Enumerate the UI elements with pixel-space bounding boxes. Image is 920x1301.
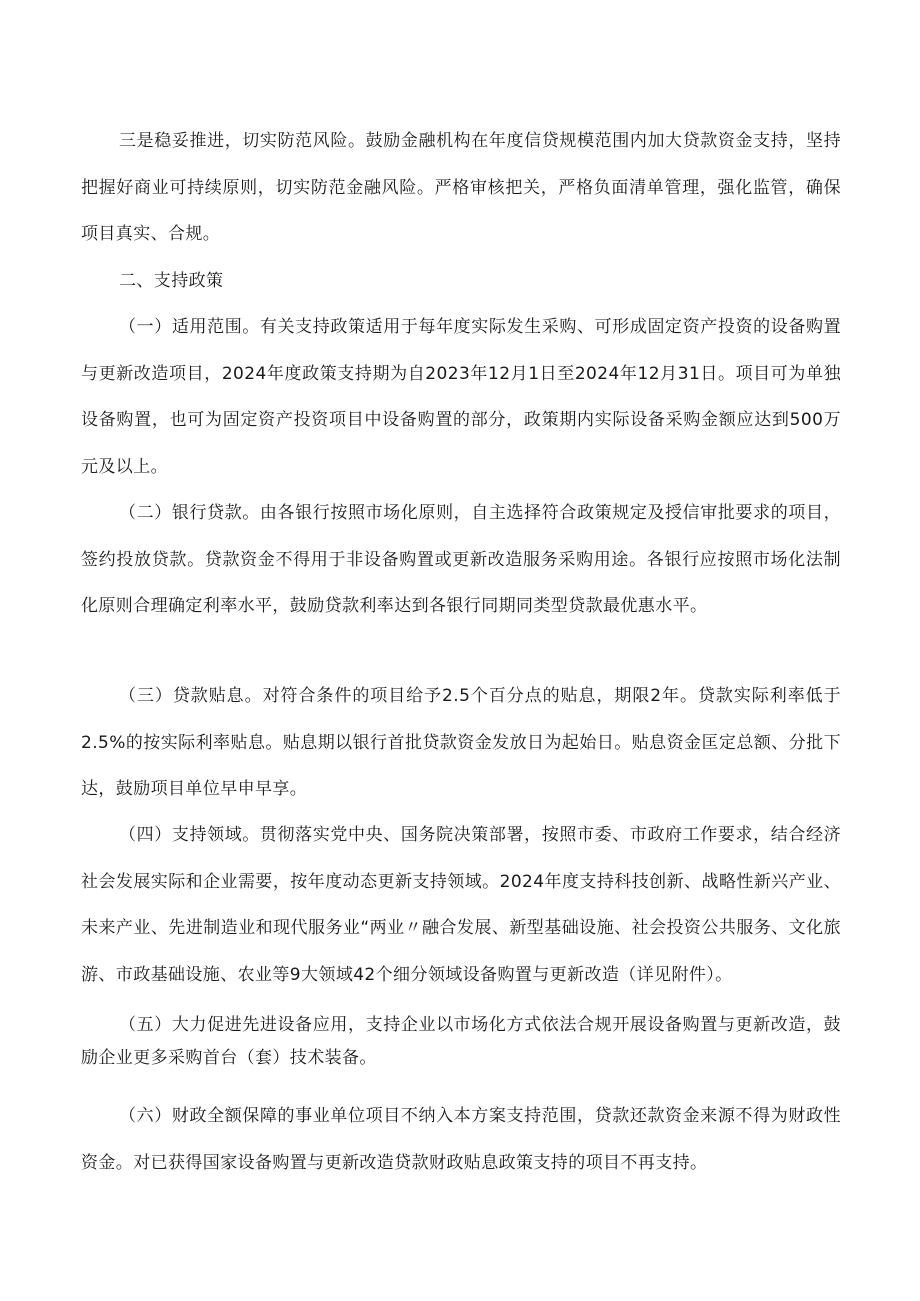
paragraph-risk-prevention: 三是稳妥推进，切实防范风险。鼓励金融机构在年度信贷规模范围内加大贷款资金支持，坚持把握好商业可持续原则，切实防范金融风险。严格审核把关，严格负面清单管理，强化监管，确保项目真实、合规。 xyxy=(81,131,841,244)
paragraph-exclusions: （六）财政全额保障的事业单位项目不纳入本方案支持范围，贷款还款资金来源不得为财政性资金。对已获得国家设备购置与更新改造贷款财政贴息政策支持的项目不再支持。 xyxy=(81,1106,841,1173)
paragraph-support-fields: （四）支持领域。贯彻落实党中央、国务院决策部署，按照市委、市政府工作要求，结合经济社会发展实际和企业需要，按年度动态更新支持领域。2024年度支持科技创新、战略性新兴产业、未来产业、先进制造业和现代服务业“两业〃融合发展、新型基础设施、社会投资公共服务、文化旅游、市政基础设施、农业等9大领域42个细分领域设备购置与更新改造（详见附件）。 xyxy=(81,825,841,985)
paragraph-loan-subsidy: （三）贷款贴息。对符合条件的项目给予2.5个百分点的贴息，期限2年。贷款实际利率低于2.5%的按实际利率贴息。贴息期以银行首批贷款资金发放日为起始日。贴息资金匡定总额、分批下达，鼓励项目单位早申早享。 xyxy=(81,686,841,799)
paragraph-advanced-equipment: （五）大力促进先进设备应用，支持企业以市场化方式依法合规开展设备购置与更新改造，鼓励企业更多采购首台（套）技术装备。 xyxy=(81,1015,841,1068)
paragraph-bank-loans: （二）银行贷款。由各银行按照市场化原则，自主选择符合政策规定及授信审批要求的项目，签约投放贷款。贷款资金不得用于非设备购置或更新改造服务采购用途。各银行应按照市场化法制化原则合理确定利率水平，鼓励贷款利率达到各银行同期同类型贷款最优惠水平。 xyxy=(81,503,841,616)
section-heading-support-policy: 二、支持政策 xyxy=(119,271,224,291)
paragraph-scope: （一）适用范围。有关支持政策适用于每年度实际发生采购、可形成固定资产投资的设备购置与更新改造项目，2024年度政策支持期为自2023年12月1日至2024年12月31日。项目可为单独设备购置，也可为固定资产投资项目中设备购置的部分，政策期内实际设备采购金额应达到500万元及以上。 xyxy=(81,317,841,477)
